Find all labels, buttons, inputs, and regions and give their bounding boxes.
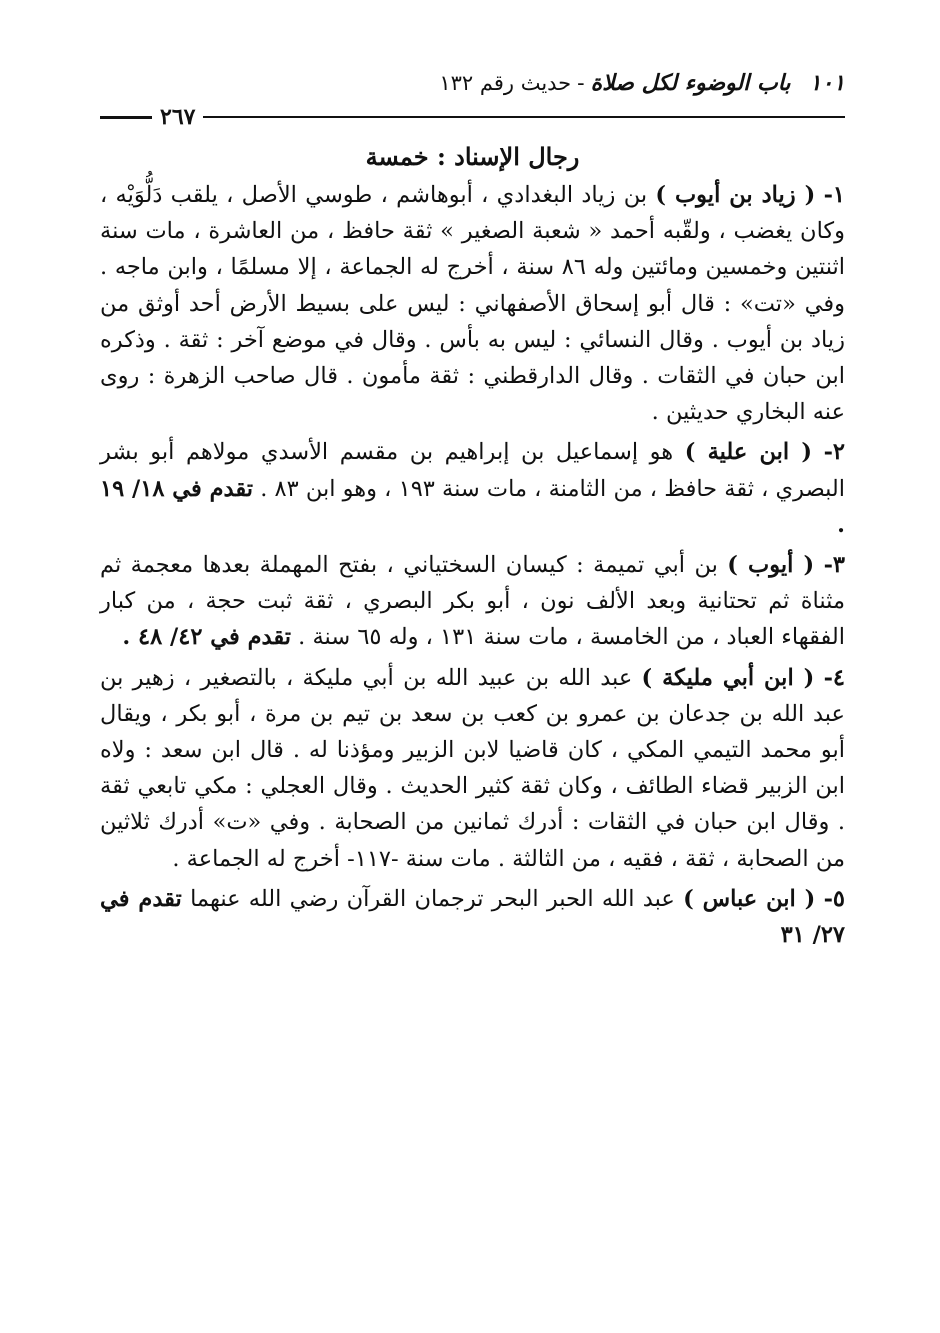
- narrator-entry-2: [100, 434, 845, 543]
- narrator-entry-1: [100, 177, 845, 430]
- narrator-entry-3: [100, 547, 845, 656]
- narrator-name: ( ابن علية ): [684, 439, 813, 466]
- running-header: [100, 70, 845, 100]
- rule-line: [203, 116, 845, 118]
- entry-number: ٤-: [823, 664, 845, 691]
- chapter-number: ١٠١: [809, 70, 845, 96]
- entry-text: عبد الله بن عبيد الله بن أبي مليكة ، بالتصغير ، زهير بن عبد الله بن جدعان بن عمرو بن كعب بن سعد بن تيم بن مرة ، أبو بكر ، ويقال أبو محمد التيمي المكي ، كان قاضيا لابن الزبير ومؤذنا له . قال ابن سعد : ولاه ابن الزبير قضاء الطائف ، وكان ثقة كثير الحديث . وقال العجلي : مكي تابعي ثقة . وقال ابن حبان في الثقات : أدرك ثمانين من الصحابة . وفي «ت» أدرك ثلاثين من الصحابة ، ثقة ، فقيه ، من الثالثة . مات سنة -١١٧- أخرج له الجماعة .: [100, 664, 845, 872]
- entry-number: ١-: [823, 182, 845, 208]
- entry-text: بن زياد البغدادي ، أبوهاشم ، طوسي الأصل ، يلقب دَلُّوَيْه ، وكان يغضب ، ولقّبه أحمد « شعبة الصغير » ثقة حافظ ، من العاشرة ، مات سنة اثنتين وخمسين ومائتين وله ٨٦ سنة ، أخرج له الجماعة ، إلا مسلمًا ، وابن ماجه . وفي «تت» : قال أبو إسحاق الأصفهاني : ليس على بسيط الأرض أحد أوثق من زياد بن أيوب . وقال النسائي : ليس به بأس . وقال في موضع آخر : ثقة . وذكره ابن حبان في الثقات . وقال الدارقطني : ثقة مأمون . قال صاحب الزهرة : روى عنه البخاري حديثين .: [100, 182, 846, 426]
- book-page: [100, 70, 845, 1270]
- header-dash: -: [577, 71, 585, 96]
- cross-reference: تقدم في ٢٧/ ٣١: [100, 885, 845, 949]
- entry-number: ٢-: [823, 439, 846, 466]
- entry-number: ٥-: [823, 885, 845, 912]
- narrator-entry-4: [100, 660, 845, 877]
- section-title: رجال الإسناد : خمسة: [365, 142, 580, 171]
- header-space: [797, 71, 804, 96]
- entry-number: ٣-: [823, 552, 845, 579]
- entry-text: بن أبي تميمة : كيسان السختياني ، بفتح المهملة بعدها معجمة ثم مثناة ثم تحتانية وبعد الألف نون ، أبو بكر البصري ، ثقة ثبت حجة ، من كبار الفقهاء العباد ، من الخامسة ، مات سنة ١٣١ ، وله ٦٥ سنة .: [100, 552, 845, 651]
- cross-reference: تقدم في ٤٢/ ٤٨ .: [122, 624, 292, 651]
- narrator-entry-5: [100, 881, 845, 953]
- cross-reference: تقدم في ١٨/ ١٩ .: [100, 475, 845, 538]
- narrator-name: ( ابن عباس ): [683, 885, 816, 912]
- narrator-name: ( زياد بن أيوب ): [655, 182, 816, 208]
- page-number: ٢٦٧: [160, 104, 196, 130]
- narrator-name: ( أيوب ): [727, 552, 815, 579]
- chapter-title: باب الوضوء لكل صلاة: [590, 70, 791, 96]
- header-rule: [100, 102, 845, 132]
- rule-dash: [100, 116, 152, 119]
- hadith-reference: حديث رقم ١٣٢: [439, 71, 572, 95]
- entry-text: عبد الله الحبر البحر ترجمان القرآن رضي الله عنهما: [190, 885, 675, 912]
- entry-text: هو إسماعيل بن إبراهيم بن مقسم الأسدي مولاهم أبو بشر البصري ، ثقة حافظ ، من الثامنة ، مات سنة ١٩٣ ، وهو ابن ٨٣ .: [100, 439, 845, 502]
- narrator-name: ( ابن أبي مليكة ): [641, 664, 815, 691]
